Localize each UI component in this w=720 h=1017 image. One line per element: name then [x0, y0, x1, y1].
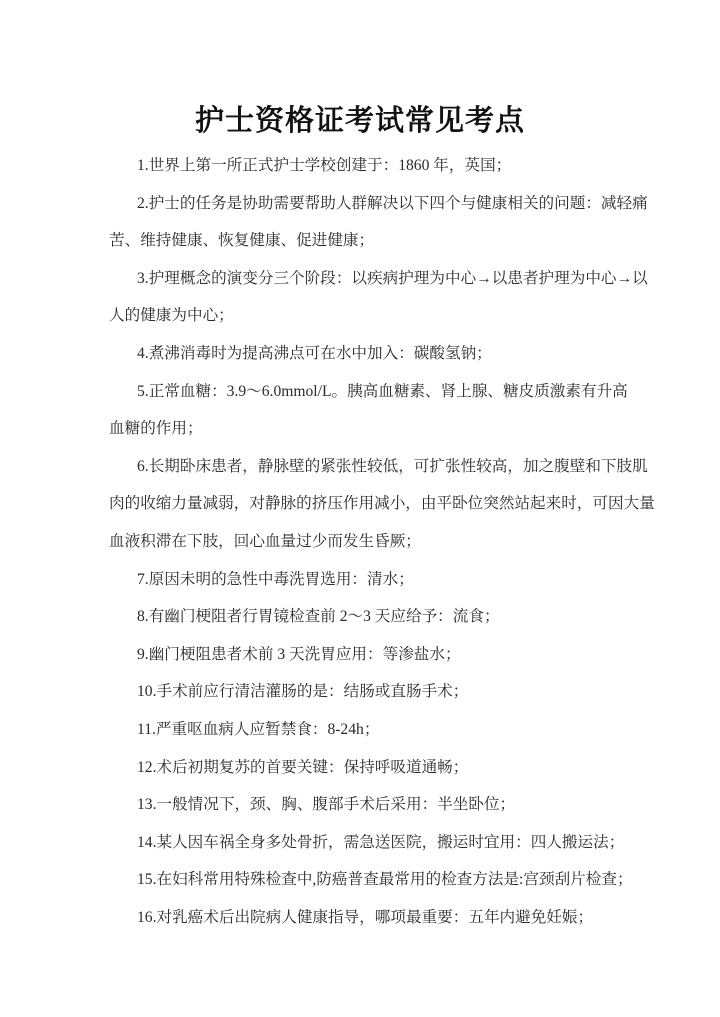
item-line: 5.正常血糖：3.9～6.0mmol/L。胰高血糖素、肾上腺、糖皮质激素有升高 — [137, 382, 628, 400]
item-line: 16.对乳癌术后出院病人健康指导，哪项最重要：五年内避免妊娠； — [137, 908, 594, 926]
document-title: 护士资格证考试常见考点 — [194, 105, 525, 137]
item-line: 血液积滞在下肢，回心血量过少而发生昏厥； — [109, 532, 421, 550]
list-item — [109, 448, 655, 561]
item-line: 10.手术前应行清洁灌肠的是：结肠或直肠手术； — [137, 683, 469, 701]
list-item — [109, 373, 629, 448]
list-item — [109, 561, 629, 599]
item-line: 14.某人因车祸全身多处骨折，需急送医院，搬运时宜用：四人搬运法； — [137, 833, 625, 851]
list-item — [109, 598, 629, 636]
item-line: 7.原因未明的急性中毒洗胃选用：清水； — [137, 570, 414, 588]
list-item — [109, 861, 633, 899]
list-item — [109, 786, 629, 824]
item-line: 苦、维持健康、恢复健康、促进健康； — [109, 232, 375, 250]
item-line: 肉的收缩力量减弱，对静脉的挤压作用减小，由平卧位突然站起来时，可因大量 — [109, 495, 655, 513]
item-line: 6.长期卧床患者，静脉壁的紧张性较低，可扩张性较高，加之腹壁和下肢肌 — [137, 457, 648, 475]
item-line: 4.煮沸消毒时为提高沸点可在水中加入：碳酸氢钠； — [137, 344, 492, 362]
list-item — [109, 711, 629, 749]
item-line: 1.世界上第一所正式护士学校创建于：1860 年，英国； — [137, 157, 512, 174]
document-body — [109, 147, 655, 936]
item-line: 13.一般情况下，颈、胸、腹部手术后采用：半坐卧位； — [137, 796, 516, 814]
list-item — [109, 824, 629, 862]
list-item — [109, 147, 629, 185]
item-line: 2.护士的任务是协助需要帮助人群解决以下四个与健康相关的问题：减轻痛 — [137, 194, 648, 212]
list-item — [109, 636, 629, 674]
item-line: 9.幽门梗阻患者术前 3 天洗胃应用：等渗盐水； — [137, 645, 461, 663]
item-line: 3.护理概念的演变分三个阶段：以疾病护理为中心→以患者护理为中心→以 — [137, 269, 648, 287]
list-item — [109, 749, 629, 787]
list-item — [109, 185, 648, 260]
item-line: 8.有幽门梗阻者行胃镜检查前 2～3 天应给予：流食； — [137, 608, 500, 626]
item-line: 血糖的作用； — [109, 420, 203, 438]
list-item — [109, 673, 629, 711]
list-item — [109, 899, 629, 937]
item-line: 12.术后初期复苏的首要关键：保持呼吸道通畅； — [137, 758, 469, 776]
list-item — [109, 335, 629, 373]
item-line: 11.严重呕血病人应暂禁食：8-24h； — [137, 720, 380, 738]
item-line: 人的健康为中心； — [109, 307, 234, 325]
item-line: 15.在妇科常用特殊检查中,防癌普查最常用的检查方法是:宫颈刮片检查； — [137, 871, 633, 889]
list-item — [109, 260, 648, 335]
